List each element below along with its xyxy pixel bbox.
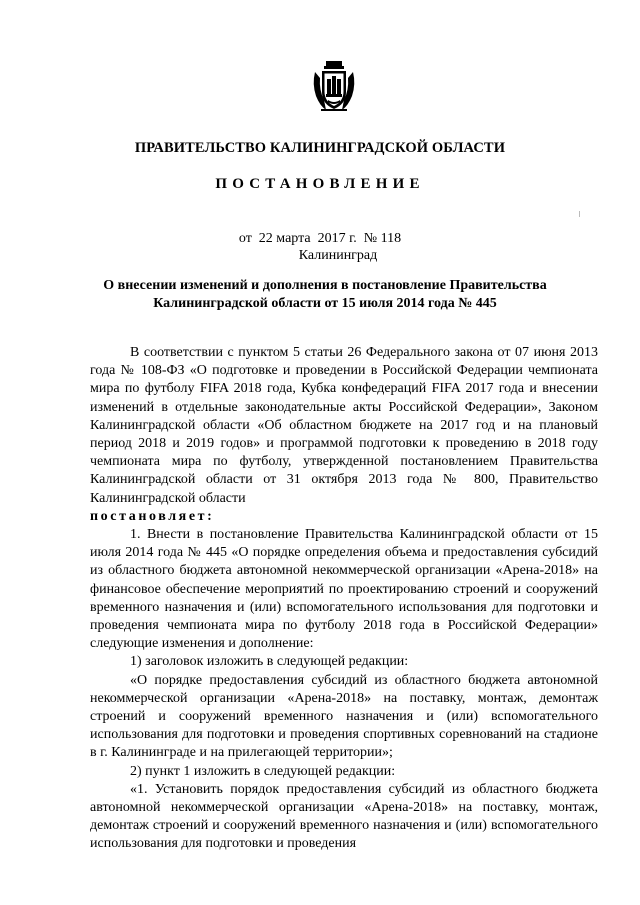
city-line: Калининград xyxy=(298,248,378,263)
intro-paragraph: В соответствии с пунктом 5 статьи 26 Федерального закона от 07 июня 2013 года № 108-ФЗ «О подготовке и проведении в Российской Федерации чемпионата мира по футболу FIFA 2018 года, Кубка конфедераций FIFA 2017 года и внесении изменений в отдельные законодательные акты Российской Федерации», Законом Калининградской области «Об областном бюджете на 2017 год и на плановый период 2018 и 2019 годов» и программой подготовки к проведению в 2018 году чемпионата мира по футболу, утвержденной постановлением Правительства Калининградской области от 31 октября 2013 года № 800, Правительство Калининградской области xyxy=(90,345,598,506)
title-line-1: О внесении изменений и дополнения в постановление Правительства xyxy=(103,278,547,293)
item-1-paragraph: 1. Внести в постановление Правительства Калининградской области от 15 июля 2014 года № 445 «О порядке определения объема и предоставления субсидий из областного бюджета автономной некоммерческой организации «Арена-2018» на финансовое обеспечение мероприятий по проектированию строений и сооружений временного назначения и (или) вспомогательного использования для подготовки и проведения чемпионата мира по футболу 2018 года в Российской Федерации» следующие изменения и дополнение: xyxy=(90,527,598,652)
decree-word: постановляет: xyxy=(90,508,215,524)
document-title xyxy=(80,277,570,313)
quote-1-paragraph: «О порядке предоставления субсидий из областного бюджета автономной некоммерческой организации «Арена-2018» на поставку, монтаж, демонтаж строений и сооружений временного назначения и (или) вспомогательного использования для подготовки и проведения спортивных соревнований на стадионе в г. Калининграде и на прилегающей территории»; xyxy=(90,672,598,761)
document-type-heading: ПОСТАНОВЛЕНИЕ xyxy=(215,176,425,192)
title-line-2: Калининградской области от 15 июля 2014 года № 445 xyxy=(153,296,497,311)
organization-heading: ПРАВИТЕЛЬСТВО КАЛИНИНГРАДСКОЙ ОБЛАСТИ xyxy=(134,140,506,156)
subitem-1-paragraph: 1) заголовок изложить в следующей редакции: xyxy=(130,654,409,670)
date-number-line: от 22 марта 2017 г. № 118 xyxy=(238,231,402,246)
document-body xyxy=(90,344,598,854)
quote-2-paragraph: «1. Установить порядок предоставления субсидий из областного бюджета автономной некоммерческой организации «Арена-2018» на поставку, монтаж, демонтаж строений и сооружений временного назначения и (или) вспомогательного использования для подготовки и проведения xyxy=(90,781,598,852)
decree-word-paragraph xyxy=(90,508,598,526)
subitem-2-paragraph: 2) пункт 1 изложить в следующей редакции: xyxy=(130,763,396,779)
scan-mark xyxy=(579,211,580,217)
coat-of-arms-icon xyxy=(312,60,356,112)
